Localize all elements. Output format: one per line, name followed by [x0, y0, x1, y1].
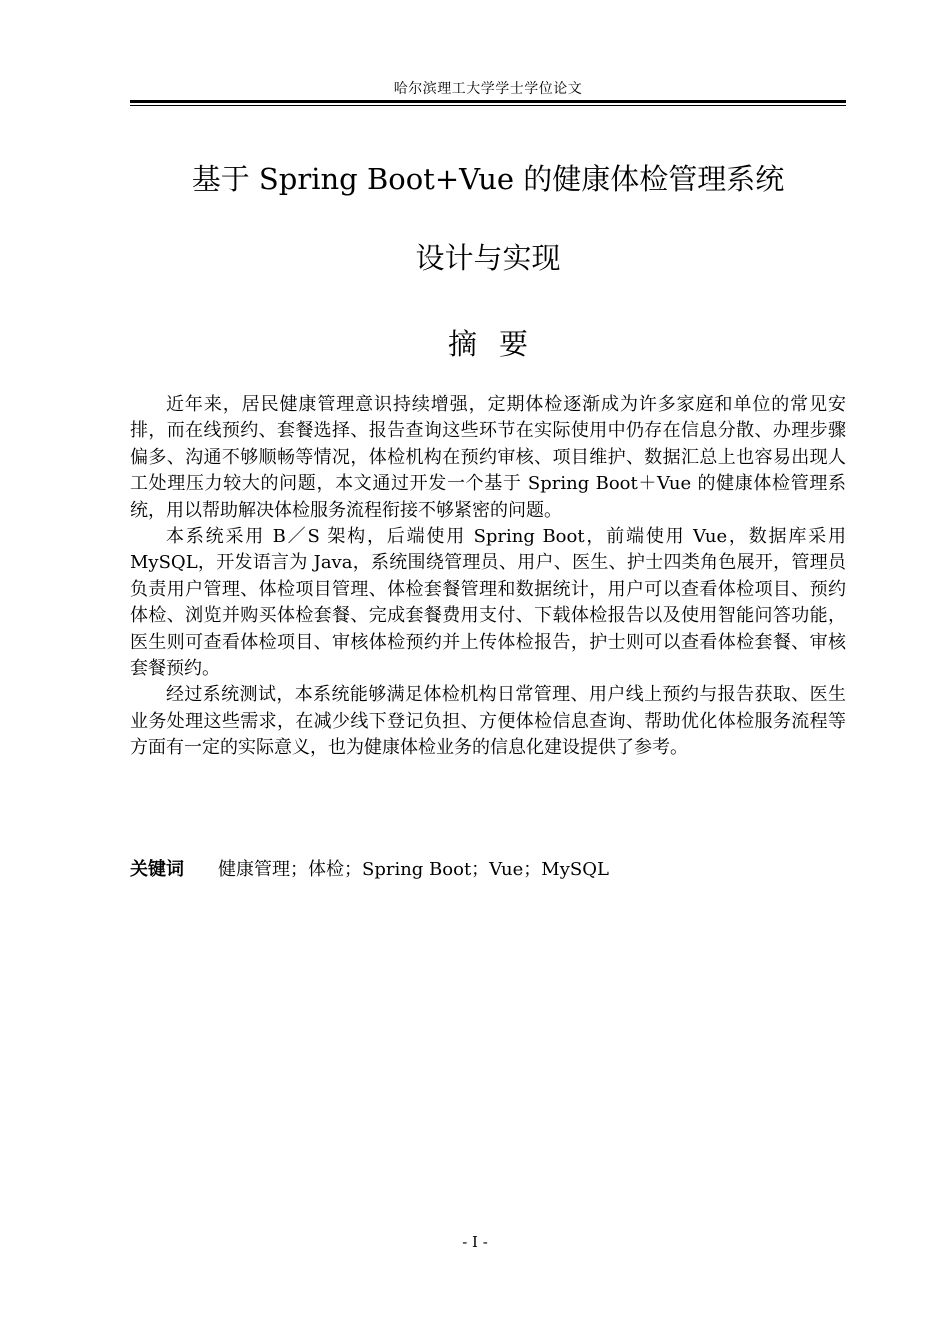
abstract-body [130, 392, 846, 762]
keywords-label: 关键词 [130, 859, 184, 880]
abstract-paragraph-2: 本系统采用 B／S 架构，后端使用 Spring Boot，前端使用 Vue，数据库采用 MySQL，开发语言为 Java，系统围绕管理员、用户、医生、护士四类角色展开，管理员负责用户管理、体检项目管理、体检套餐管理和数据统计，用户可以查看体检项目、预约体检、浏览并购买体检套餐、完成套餐费用支付、下载体检报告以及使用智能问答功能，医生则可查看体检项目、审核体检预约并上传体检报告，护士则可以查看体检套餐、审核套餐预约。 [130, 526, 846, 680]
keywords-line [130, 855, 846, 881]
abstract-paragraph-1: 近年来，居民健康管理意识持续增强，定期体检逐渐成为许多家庭和单位的常见安排，而在线预约、套餐选择、报告查询这些环节在实际使用中仍存在信息分散、办理步骤偏多、沟通不够顺畅等情况，体检机构在预约审核、项目维护、数据汇总上也容易出现人工处理压力较大的问题，本文通过开发一个基于 Spring Boot＋Vue 的健康体检管理系统，用以帮助解决体检服务流程衔接不够紧密的问题。 [130, 394, 846, 521]
header-rule-thick [130, 100, 846, 103]
abstract-paragraph-3: 经过系统测试，本系统能够满足体检机构日常管理、用户线上预约与报告获取、医生业务处理这些需求，在减少线下登记负担、方便体检信息查询、帮助优化体检服务流程等方面有一定的实际意义，也为健康体检业务的信息化建设提供了参考。 [130, 684, 846, 759]
keywords-value: 健康管理；体检；Spring Boot；Vue；MySQL [218, 859, 609, 880]
thesis-title-line-1: 基于 Spring Boot+Vue 的健康体检管理系统 [191, 162, 785, 196]
running-header: 哈尔滨理工大学学士学位论文 [393, 81, 583, 97]
page-number: - I - [462, 1233, 488, 1251]
header-rule-thin [130, 105, 846, 106]
abstract-heading: 摘要 [447, 327, 550, 361]
thesis-title-line-2: 设计与实现 [415, 241, 561, 275]
